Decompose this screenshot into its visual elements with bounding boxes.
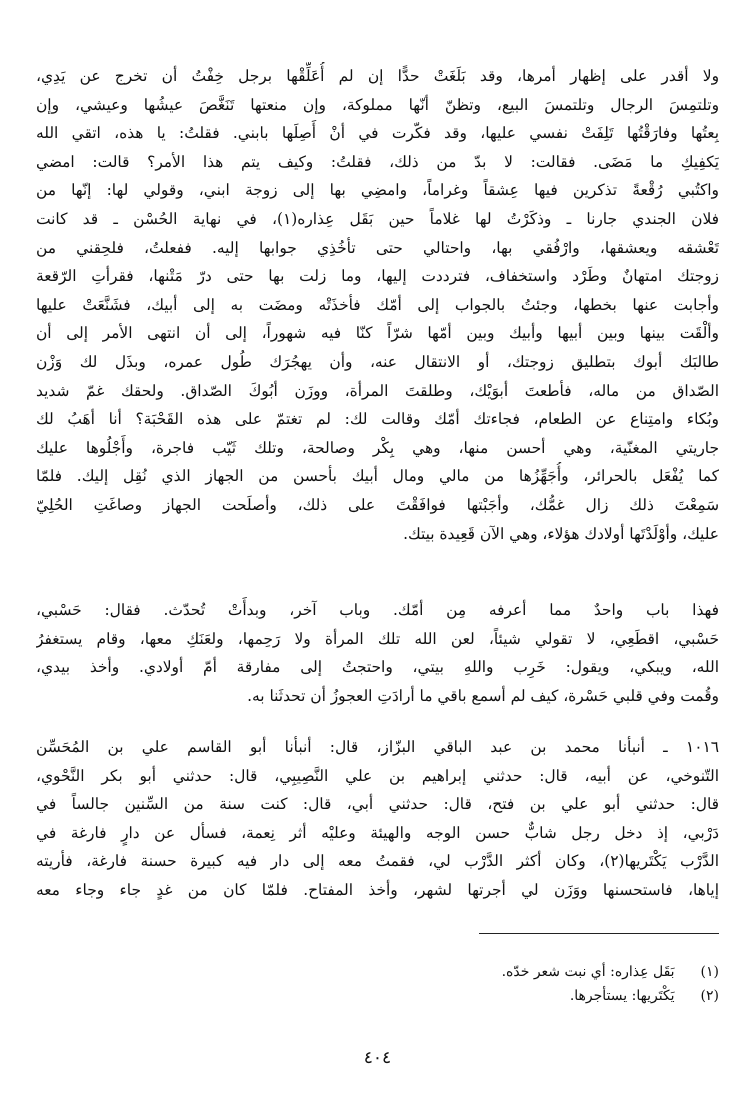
footnote-item — [200, 984, 719, 1008]
text-line: زوجتك امتهانٌ وطَرْد واستخفاف، فترددت إليها، وما زلت بها حتى درّ مَتْنها، فقرأتِ الرّقعة — [36, 267, 719, 286]
footnote-item — [200, 960, 719, 984]
text-line: وأجابت عنها بخطها، وجئتُ بالجواب إلى أمّك فأخذَتْه ومضَت به إلى أبيك، فشَنَّعَتْ عليها — [36, 295, 719, 314]
paragraph-story — [36, 62, 719, 548]
text-line: التّنوخي، عن أبيه، قال: حدثني إبراهيم بن علي النَّصِيبِي، قال: حدثني أبو بكر النَّحْوي، — [36, 766, 719, 785]
footnote-number: (٢) — [700, 988, 719, 1004]
text-line: قال: حدثني أبو علي بن فتح، قال: حدثني أبي، قال: كنت سنة من السِّنين جالساً في — [36, 795, 719, 814]
text-line: الصّداق من ماله، فأطعتَ أبوَيْك، وطلقتَ المرأة، ووزَن أبُوكَ الصّداق. ولحقك غمّ شديد — [36, 381, 719, 400]
text-line: يَكفِيكِ ما مَضَى. فقالت: لا بدّ من ذلك، فقلتُ: وكيف يتم هذا الأمر؟ قالت: امضي — [36, 152, 719, 171]
text-line: ولا أقدر على إظهار أمرها، وقد بَلَغَتْ حدًّا إن لم أُعَلِّقْها برجل خِفْتُ أن تخرج عن يَدِي، — [36, 67, 719, 85]
footnote-text: يَكْتَريها: يستأجرها. — [569, 988, 675, 1004]
text-line: وألْقَت بينها وبين أبيها وأبيك وبين أمّها شرّاً كنّا فيه شهوراً، إلى أن انتهى الأمر إلى أن — [36, 324, 719, 343]
footnotes — [200, 960, 719, 1008]
text-line: حَسْبي، اقطَعِي، لا تقولي شيئاً، لعن الله تلك المرأة ولا رَحِمها، ولعَنَكِ معها، وقام يستغفرُ — [36, 629, 719, 648]
text-line: كما يُفْعَل بالحرائر، وأُجَهِّزُها من مالي ومال أبيك بأحسن من الجهاز الذي نُقِل إليك. فلمّا — [36, 467, 719, 486]
page-number: ٤٠٤ — [363, 1048, 392, 1068]
text-line: الله، ويبكي، ويقول: خَرِب واللهِ بيتي، واحتجتُ إلى مفارقة أمّ أولادي. وأخذ بيدي، — [36, 658, 719, 677]
text-line: ١٠١٦ ـ أنبأنا محمد بن عبد الباقي البزّاز، قال: أنبأنا أبو القاسم علي بن المُحَسِّن — [36, 738, 719, 756]
text-line: تَعْشقه ويعشقها، وارْفُقي بها، واحتالي حتى تأخُذِي جوابها إليه. ففعلتُ، فلحِقني من — [36, 238, 719, 257]
text-line: طالبَك أبوك بتطليق زوجتك، أو الانتقال عنه، وأن يهجُرَك طُول عمره، وبذَل لك وَزْن — [36, 352, 719, 371]
footnote-number: (١) — [700, 964, 719, 980]
text-line: وبُكاء وامتِناع عن الطعام، فجاءتك أمّك وقالت لك: لم تغتمّ على هذه القَحْبَة؟ أنا أهَبُ لك — [36, 410, 719, 429]
text-line: وتلتمِسَ الرجال وتلتمسَ البيع، وتظنّ أنّها مملوكة، وإن منعتها تَنَغَّصَ عيشُها وعيشي، وإن — [36, 95, 719, 114]
text-line: الدَّرْب يَكْتَريها(٢)، وكان أكثر الدَّرْب لي، فقمتُ معه إلى دار فيه كبيرة حسنة فارغة، فأريته — [36, 852, 719, 871]
footnote-divider — [479, 933, 719, 934]
text-line: واكتُبي رُقْعةً تذكرين فيها عِشقاً وغراماً، وامضِي بها إلى زوجة ابني، وقولي لها: إنّها من — [36, 181, 719, 200]
text-line: سَمِعْتَ ذلك زال غمُّك، وأجَبْتها فوافَقْتَ على ذلك، وأصلَحت الجهاز وصاغَتِ الحُلِيّ — [36, 495, 719, 514]
footnote-text: بَقَل عِذاره: أي نبت شعر خدّه. — [501, 964, 675, 980]
text-line: فهذا باب واحدٌ مما أعرفه مِن أمّك. وباب آخر، وبدأَتْ تُحدّث. فقال: حَسْبي، — [36, 601, 719, 619]
text-line: جاريتي المغنّية، وهي أحسن منها، وهي بِكْر وصالحة، وتلك ثَيّب فاجرة، وأَجْلُوها عليك — [36, 438, 719, 457]
text-line: فلان الجندي جارنا ـ وذكَرْتُ لها غلاماً حين بَقَل عِذاره(١)، في نهاية الحُسْن ـ قد كانت — [36, 209, 719, 228]
paragraph-reaction — [36, 596, 719, 710]
text-line: بِعتُها وفارَقْتُها تَلِفَتْ نفسي عليها، وقد فكّرت في أنْ أَصِلَها بابني. فقلتُ: يا هذه، اتقي الله — [36, 124, 719, 143]
text-line: عليك، وأوْلَدْتَها أولادك هؤلاء، وهي الآن قَعِيدة بيتك. — [403, 524, 719, 543]
paragraph-narration-1016 — [36, 733, 719, 905]
text-line: دَرْبي، إذ دخل رجل شابٌّ حسن الوجه والهيئة وعليْه أثر نِعمة، فسأل عن دارٍ فارغة في — [36, 823, 719, 842]
text-line: إياها، فاستحسنها ووَزَن لي أجرتها لشهر، وأخذ المفتاح. فلمّا كان من غدٍ جاء وجاء معه — [36, 880, 719, 899]
text-line: وقُمت وفي قلبي حَسْرة، كيف لم أسمع باقي ما أرادَتِ العجوزُ أن تحدثَنا به. — [247, 686, 719, 705]
